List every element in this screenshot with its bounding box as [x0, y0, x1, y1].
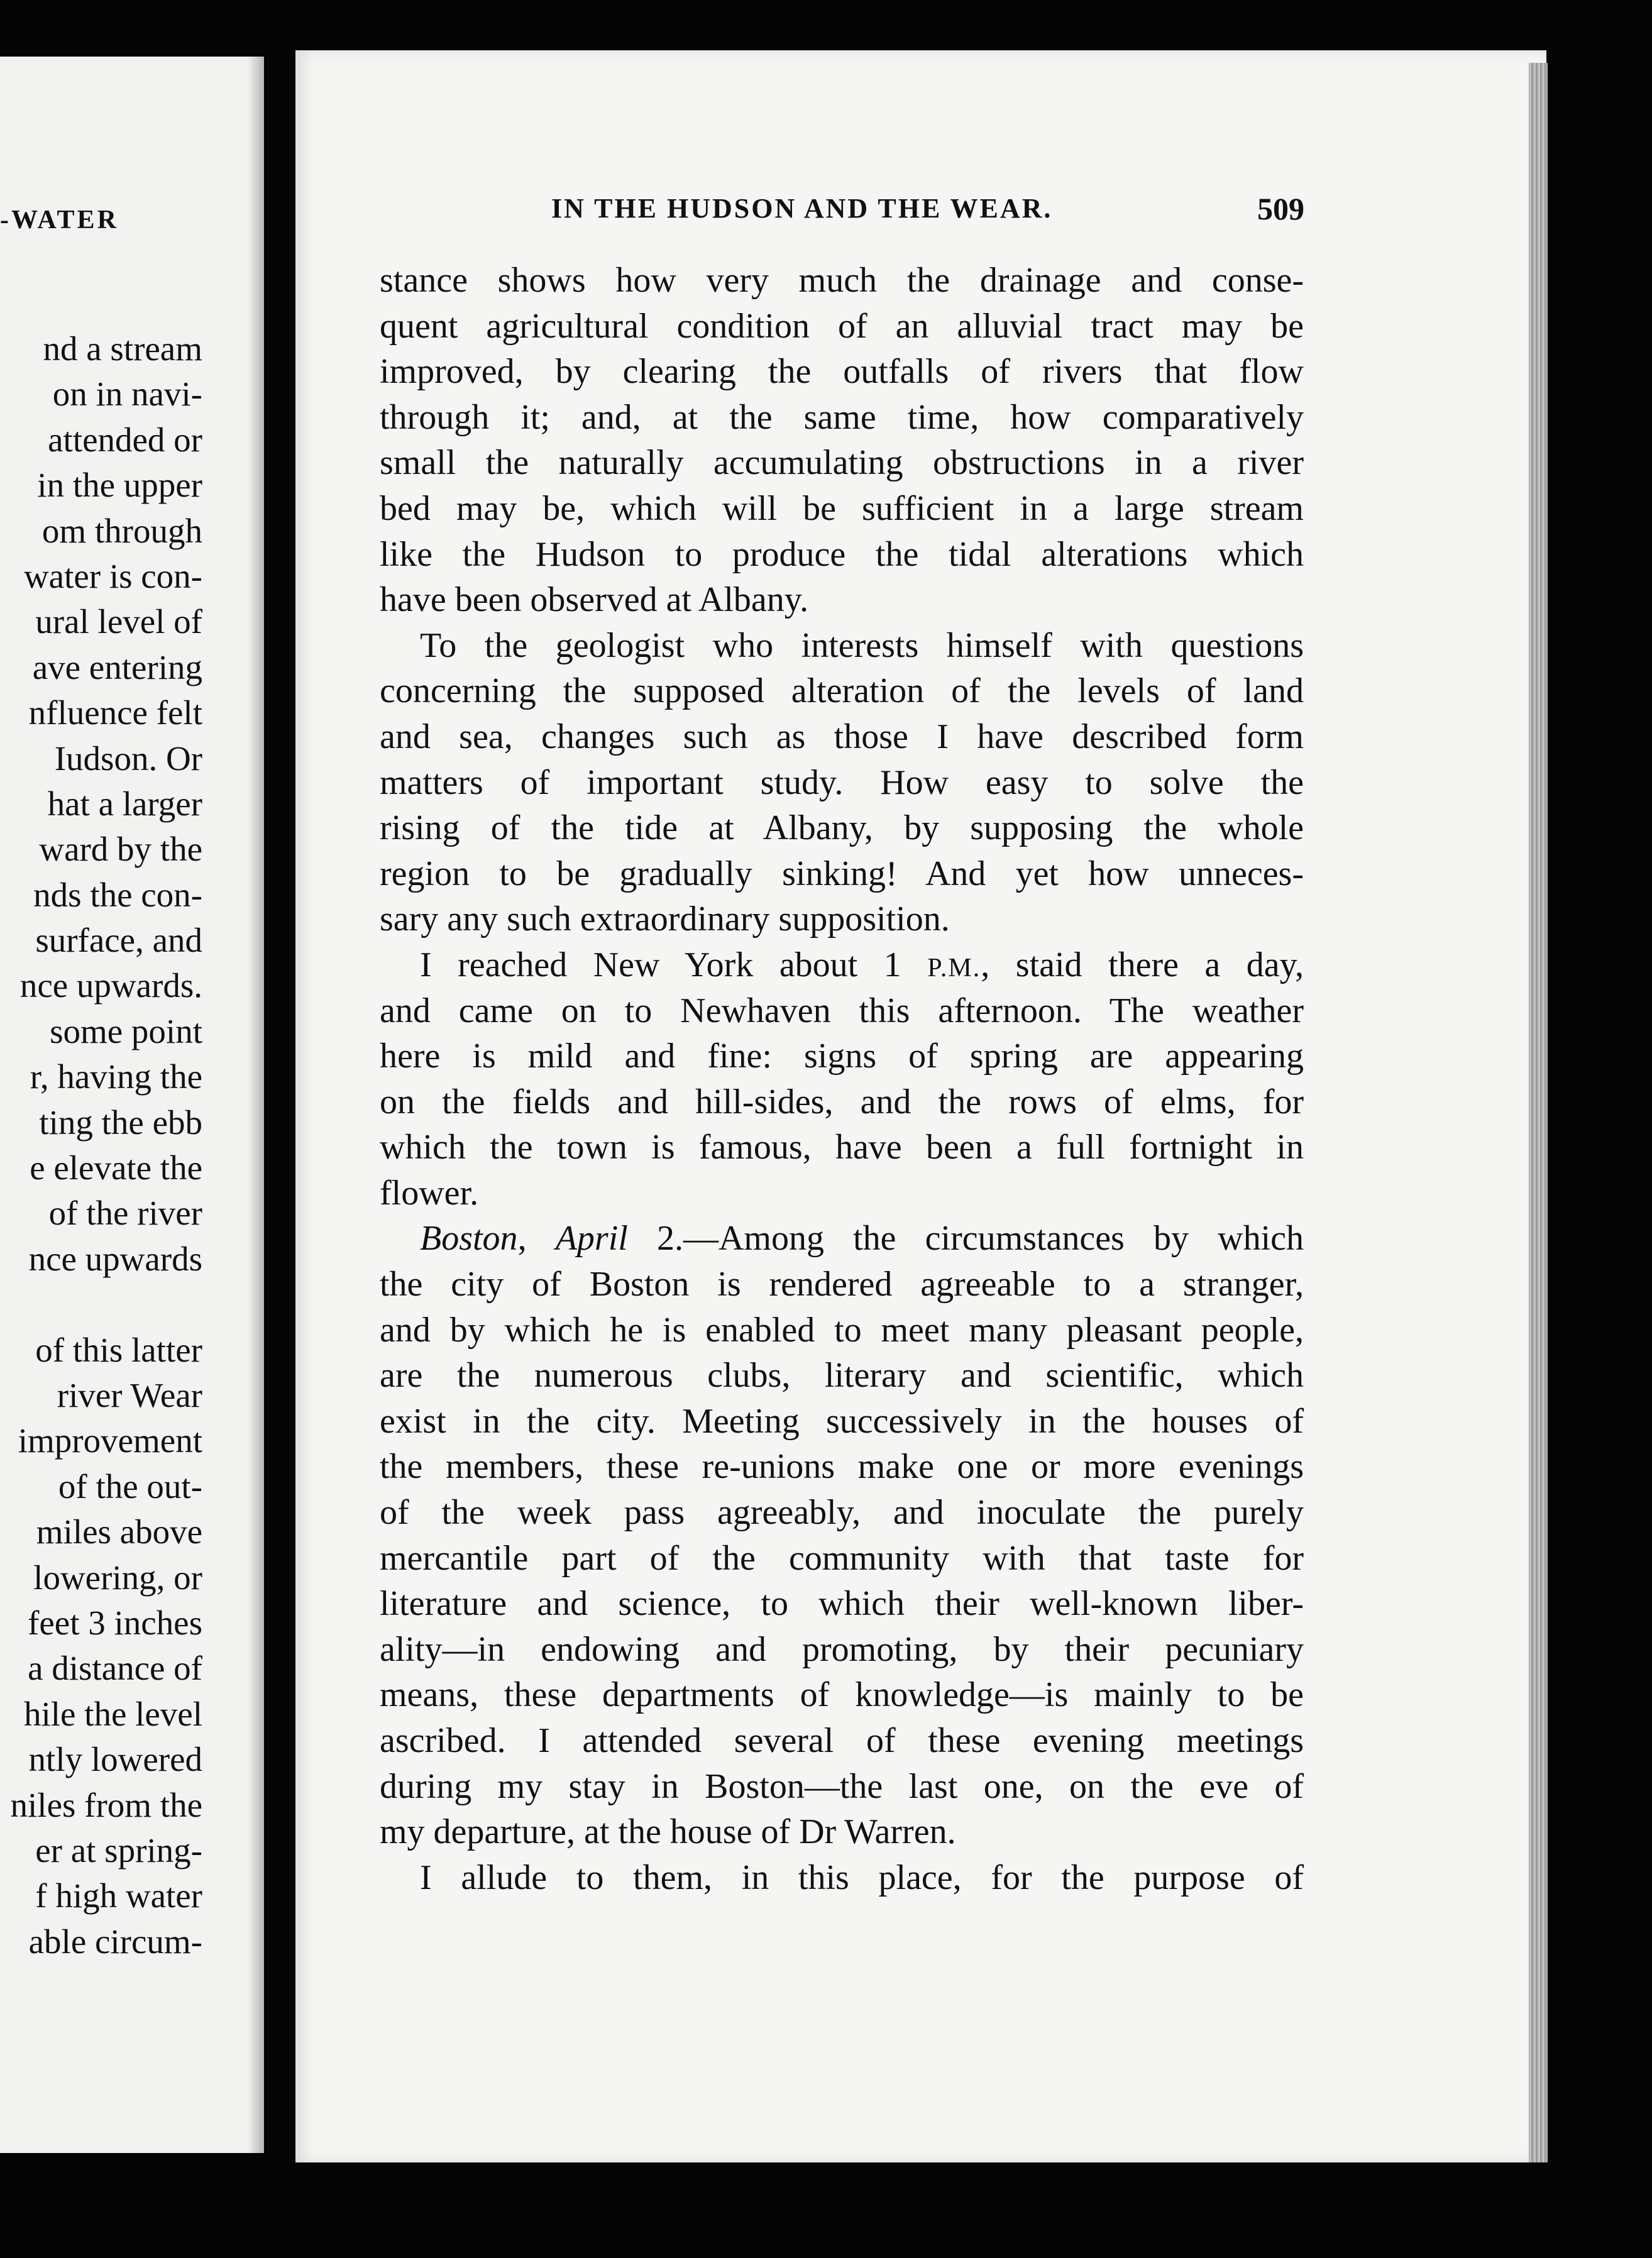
left-page-line: Iudson. Or — [54, 739, 202, 778]
text-line: rising of the tide at Albany, by supposing the whole — [380, 808, 1304, 848]
text-line: literature and science, to which their well-known liber- — [380, 1584, 1304, 1624]
text-line: I reached New York about 1 P.M., staid there a day, — [420, 945, 1304, 984]
text-line: mercantile part of the community with that taste for — [380, 1538, 1304, 1578]
text-line: which the town is famous, have been a full fortnight in — [380, 1128, 1304, 1167]
text-line: through it; and, at the same time, how comparatively — [380, 397, 1304, 437]
left-page-line: on in navi- — [52, 375, 202, 414]
text-line: here is mild and fine: signs of spring are appearing — [380, 1037, 1304, 1076]
left-page-line: f high water — [35, 1876, 202, 1915]
left-page-line: improvement — [18, 1421, 202, 1460]
left-page-line: miles above — [36, 1512, 202, 1551]
text-line: like the Hudson to produce the tidal alterations which — [380, 534, 1304, 574]
left-page-line: ural level of — [35, 602, 202, 641]
left-page-line: feet 3 inches — [28, 1603, 202, 1642]
text-line: improved, by clearing the outfalls of rivers that flow — [380, 352, 1304, 392]
text-line: during my stay in Boston—the last one, on the eve of — [380, 1766, 1304, 1806]
left-page-line: e elevate the — [30, 1148, 202, 1187]
left-page-line: able circum- — [28, 1922, 202, 1961]
text-line: quent agricultural condition of an alluvial tract may be — [380, 306, 1304, 346]
running-head-title: IN THE HUDSON AND THE WEAR. — [551, 193, 1053, 224]
body-text — [380, 258, 1304, 1900]
left-page-line: ting the ebb — [39, 1103, 202, 1142]
left-page-line: of the out- — [58, 1467, 202, 1506]
paragraph — [380, 258, 1304, 623]
paragraph — [380, 942, 1304, 1216]
left-page-line: ward by the — [39, 830, 202, 869]
text-line: bed may be, which will be sufficient in a large stream — [380, 488, 1304, 528]
left-page-line: in the upper — [37, 466, 202, 505]
text-line: ascribed. I attended several of these evening meetings — [380, 1721, 1304, 1760]
left-page-line: ntly lowered — [28, 1740, 202, 1779]
page-edge-stack — [1529, 63, 1548, 2162]
left-page-line: surface, and — [35, 921, 202, 960]
facing-page-left — [0, 57, 264, 2153]
left-page-line: lowering, or — [33, 1558, 202, 1597]
left-page-line: om through — [41, 511, 202, 550]
paragraph — [380, 623, 1304, 942]
text-line: my departure, at the house of Dr Warren. — [380, 1812, 956, 1852]
left-page-line: r, having the — [30, 1057, 202, 1096]
left-page-line: nds the con- — [33, 875, 202, 914]
text-line: are the numerous clubs, literary and scientific, which — [380, 1356, 1304, 1396]
left-page-line: river Wear — [57, 1375, 202, 1414]
paragraph — [380, 1855, 1304, 1901]
left-page-line: a distance of — [28, 1649, 202, 1688]
left-page-line: nfluence felt — [28, 693, 202, 732]
left-page-line: nce upwards. — [19, 966, 202, 1005]
left-page-line: hile the level — [23, 1694, 202, 1733]
text-line: flower. — [380, 1173, 479, 1213]
text-line: concerning the supposed alteration of the levels of land — [380, 671, 1304, 711]
left-page-line: of the river — [48, 1194, 202, 1233]
text-line: matters of important study. How easy to solve the — [380, 763, 1304, 802]
text-line: the members, these re-unions make one or more evenings — [380, 1447, 1304, 1487]
text-line: means, these departments of knowledge—is mainly to be — [380, 1675, 1304, 1715]
text-line: on the fields and hill-sides, and the rows of elms, for — [380, 1082, 1304, 1121]
text-line: ality—in endowing and promoting, by their pecuniary — [380, 1629, 1304, 1669]
left-page-line: ave entering — [32, 647, 202, 686]
running-head — [374, 189, 1304, 229]
left-page-line: of this latter — [35, 1330, 202, 1369]
left-page-line: nce upwards — [28, 1239, 202, 1278]
text-line: have been observed at Albany. — [380, 580, 809, 620]
text-line: and sea, changes such as those I have described form — [380, 717, 1304, 756]
left-page-line: nd a stream — [43, 329, 202, 368]
left-page-line: er at spring- — [35, 1831, 202, 1870]
left-page-running-head: -WATER — [0, 206, 119, 234]
left-page-line: attended or — [48, 420, 202, 459]
left-page-line: some point — [50, 1011, 202, 1050]
text-line: the city of Boston is rendered agreeable to a stranger, — [380, 1265, 1304, 1304]
left-page-line: water is con- — [23, 556, 202, 595]
text-line: and by which he is enabled to meet many pleasant people, — [380, 1310, 1304, 1350]
text-line: and came on to Newhaven this afternoon. The weather — [380, 991, 1304, 1030]
paragraph — [380, 1216, 1304, 1854]
text-line: sary any such extraordinary supposition. — [380, 900, 950, 939]
text-line: Boston, April 2.—Among the circumstances by which — [420, 1219, 1304, 1258]
text-line: To the geologist who interests himself with questions — [420, 625, 1304, 665]
left-page-text-column — [11, 326, 202, 1964]
text-line: small the naturally accumulating obstructions in a river — [380, 443, 1304, 483]
text-line: stance shows how very much the drainage and conse- — [380, 261, 1304, 300]
left-page-line: hat a larger — [47, 784, 202, 823]
text-line: exist in the city. Meeting successively in the houses of — [380, 1401, 1304, 1441]
page-number: 509 — [1257, 191, 1304, 226]
left-page-line — [11, 1282, 202, 1327]
text-line: region to be gradually sinking! And yet how unneces- — [380, 854, 1304, 893]
gutter-shadow — [248, 57, 264, 2153]
left-page-line: niles from the — [10, 1785, 202, 1824]
text-line: of the week pass agreeably, and inoculate the purely — [380, 1493, 1304, 1533]
text-line: I allude to them, in this place, for the purpose of — [420, 1858, 1304, 1897]
